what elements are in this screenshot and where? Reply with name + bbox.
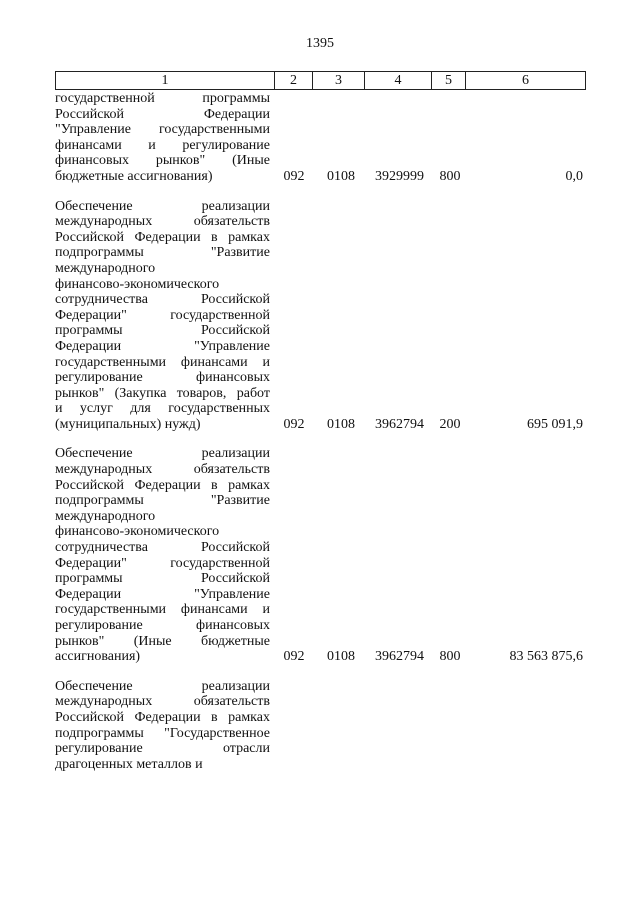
row-description bbox=[55, 679, 270, 773]
description-line: бюджетные ассигнования) bbox=[55, 168, 213, 184]
column-header-6: 6 bbox=[466, 72, 586, 90]
row-description bbox=[55, 446, 270, 664]
table-row bbox=[55, 446, 585, 664]
target-article-code: 3929999 bbox=[375, 168, 424, 184]
description-line: программы Российской bbox=[55, 323, 270, 339]
description-line: государственными финансами и bbox=[55, 354, 270, 370]
description-line: сотрудничества Российской bbox=[55, 292, 270, 308]
description-line: государственными финансами и bbox=[55, 602, 270, 618]
description-line: Федерации" государственной bbox=[55, 307, 270, 323]
description-line: Российской Федерации bbox=[55, 106, 270, 122]
row-description bbox=[55, 199, 270, 433]
column-header-row bbox=[56, 72, 586, 90]
section-code: 0108 bbox=[327, 168, 355, 184]
description-line: программы Российской bbox=[55, 571, 270, 587]
description-line: Федерации" государственной bbox=[55, 555, 270, 571]
column-header-4: 4 bbox=[365, 72, 432, 90]
column-header-table bbox=[55, 71, 586, 90]
description-line: Обеспечение реализации bbox=[55, 198, 270, 214]
description-line: международного bbox=[55, 260, 156, 276]
column-header-1: 1 bbox=[56, 72, 275, 90]
expense-type-code: 800 bbox=[439, 649, 461, 665]
description-line: международных обязательств bbox=[55, 694, 270, 710]
description-line: Российской Федерации в рамках bbox=[55, 477, 270, 493]
description-line: регулирование финансовых bbox=[55, 618, 270, 633]
description-line: "Управление государственными bbox=[55, 122, 270, 138]
column-header-5: 5 bbox=[432, 72, 466, 90]
target-article-code: 3962794 bbox=[375, 416, 424, 432]
description-line: международного bbox=[55, 508, 156, 524]
description-line: Федерации "Управление bbox=[55, 338, 270, 354]
description-line: рынков" (Иные бюджетные bbox=[55, 633, 270, 649]
description-line: регулирование отрасли bbox=[55, 741, 270, 757]
target-article-code: 3962794 bbox=[375, 649, 424, 665]
description-line: подпрограммы "Развитие bbox=[55, 245, 270, 261]
description-line: финансами и регулирование bbox=[55, 137, 270, 153]
description-line: международных обязательств bbox=[55, 214, 270, 230]
amount: 83 563 875,6 bbox=[509, 649, 583, 665]
column-header-2: 2 bbox=[275, 72, 313, 90]
gov-body-code: 092 bbox=[283, 649, 305, 665]
gov-body-code: 092 bbox=[283, 416, 305, 432]
description-line: международных обязательств bbox=[55, 462, 270, 478]
page-number: 1395 bbox=[306, 36, 334, 51]
description-line: Обеспечение реализации bbox=[55, 678, 270, 694]
expense-type-code: 800 bbox=[439, 168, 461, 184]
description-line: регулирование финансовых bbox=[55, 370, 270, 386]
section-code: 0108 bbox=[327, 649, 355, 665]
amount: 695 091,9 bbox=[527, 416, 583, 432]
description-line: подпрограммы "Государственное bbox=[55, 725, 270, 741]
description-line: ассигнования) bbox=[55, 649, 141, 665]
description-line: драгоценных металлов и bbox=[55, 756, 203, 772]
table-row bbox=[55, 91, 585, 185]
table-row bbox=[55, 679, 585, 773]
description-line: финансовых рынков" (Иные bbox=[55, 153, 270, 169]
description-line: Федерации "Управление bbox=[55, 586, 270, 602]
description-line: и услуг для государственных bbox=[55, 401, 270, 417]
description-line: (муниципальных) нужд) bbox=[55, 416, 201, 432]
description-line: подпрограммы "Развитие bbox=[55, 493, 270, 509]
row-description bbox=[55, 91, 270, 185]
description-line: Российской Федерации в рамках bbox=[55, 709, 270, 725]
description-line: финансово-экономического bbox=[55, 276, 220, 292]
description-line: сотрудничества Российской bbox=[55, 540, 270, 556]
gov-body-code: 092 bbox=[283, 168, 305, 184]
table-body bbox=[55, 91, 585, 786]
expense-type-code: 200 bbox=[439, 416, 461, 432]
column-header-3: 3 bbox=[313, 72, 365, 90]
section-code: 0108 bbox=[327, 416, 355, 432]
description-line: рынков" (Закупка товаров, работ bbox=[55, 385, 270, 401]
table-row bbox=[55, 199, 585, 433]
description-line: Российской Федерации в рамках bbox=[55, 229, 270, 245]
description-line: Обеспечение реализации bbox=[55, 446, 270, 462]
amount: 0,0 bbox=[565, 168, 583, 184]
description-line: государственной программы bbox=[55, 91, 270, 106]
description-line: финансово-экономического bbox=[55, 524, 220, 540]
